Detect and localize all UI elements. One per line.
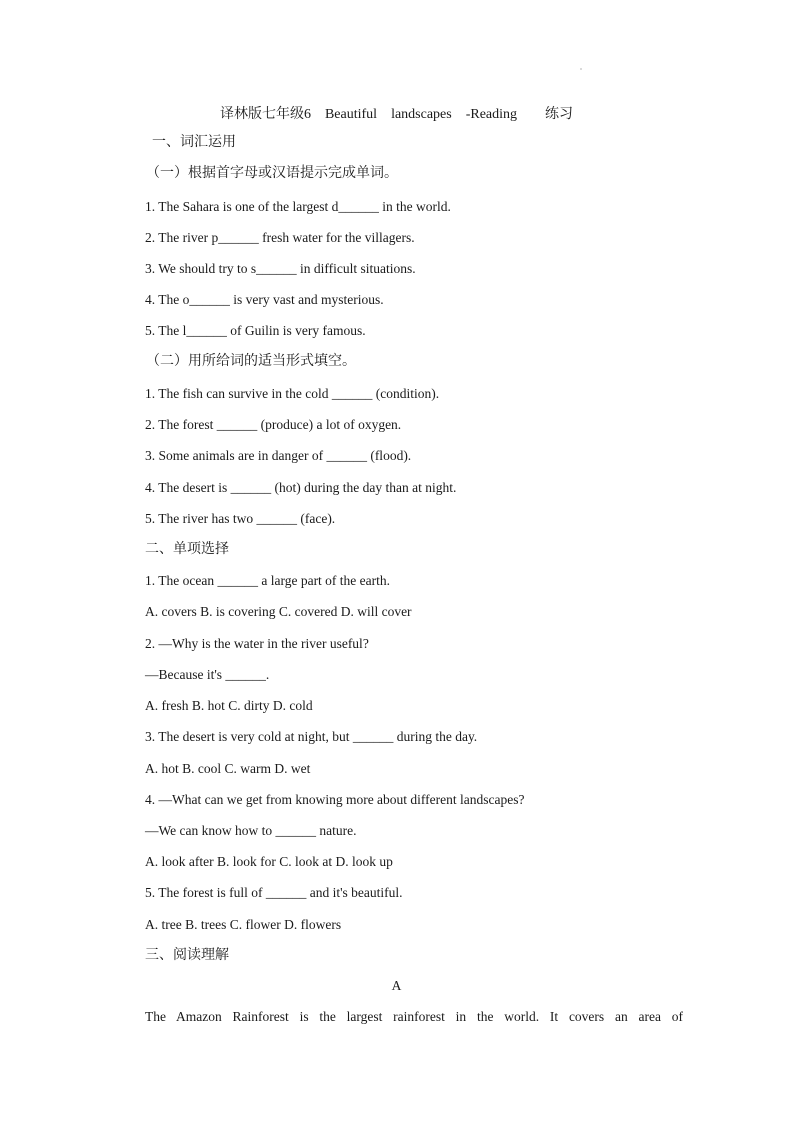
vocab-item-4: 4. The o______ is very vast and mysterious. <box>145 292 384 307</box>
scan-speck <box>580 68 582 70</box>
mc-line-9: —We can know how to ______ nature. <box>145 823 357 838</box>
mc-line-10: A. look after B. look for C. look at D. look up <box>145 854 393 869</box>
vocab-item-3: 3. We should try to s______ in difficult situations. <box>145 261 416 276</box>
mc-line-12: A. tree B. trees C. flower D. flowers <box>145 917 342 932</box>
mc-line-2: A. covers B. is covering C. covered D. will cover <box>145 604 412 619</box>
section-heading-vocabulary: 一、词汇运用 <box>152 134 236 150</box>
mc-line-1: 1. The ocean ______ a large part of the earth. <box>145 573 391 588</box>
passage-first-line: The Amazon Rainforest is the largest rainforest in the world. It covers an area of <box>145 1009 683 1024</box>
mc-line-8: 4. —What can we get from knowing more about different landscapes? <box>145 792 525 807</box>
mc-line-7: A. hot B. cool C. warm D. wet <box>145 761 311 776</box>
vocab-item-1: 1. The Sahara is one of the largest d______ in the world. <box>145 199 451 214</box>
mc-line-5: A. fresh B. hot C. dirty D. cold <box>145 698 313 713</box>
mc-line-6: 3. The desert is very cold at night, but ______ during the day. <box>145 729 478 744</box>
section-heading-multiple-choice: 二、单项选择 <box>145 541 229 557</box>
form-item-4: 4. The desert is ______ (hot) during the day than at night. <box>145 480 457 495</box>
vocab-item-2: 2. The river p______ fresh water for the villagers. <box>145 230 415 245</box>
mc-line-11: 5. The forest is full of ______ and it's beautiful. <box>145 885 403 900</box>
part-heading-initial-letters: （一）根据首字母或汉语提示完成单词。 <box>146 165 398 181</box>
form-item-2: 2. The forest ______ (produce) a lot of oxygen. <box>145 417 402 432</box>
form-item-3: 3. Some animals are in danger of ______ (flood). <box>145 448 412 463</box>
worksheet-title: 译林版七年级6 Beautiful landscapes -Reading 练习 <box>219 107 574 122</box>
passage-label: A <box>391 978 402 993</box>
section-heading-reading: 三、阅读理解 <box>145 947 229 963</box>
form-item-1: 1. The fish can survive in the cold ______ (condition). <box>145 386 440 401</box>
form-item-5: 5. The river has two ______ (face). <box>145 511 336 526</box>
part-heading-word-forms: （二）用所给词的适当形式填空。 <box>146 353 356 369</box>
mc-line-4: —Because it's ______. <box>145 667 270 682</box>
mc-line-3: 2. —Why is the water in the river useful? <box>145 636 369 651</box>
vocab-item-5: 5. The l______ of Guilin is very famous. <box>145 323 366 338</box>
